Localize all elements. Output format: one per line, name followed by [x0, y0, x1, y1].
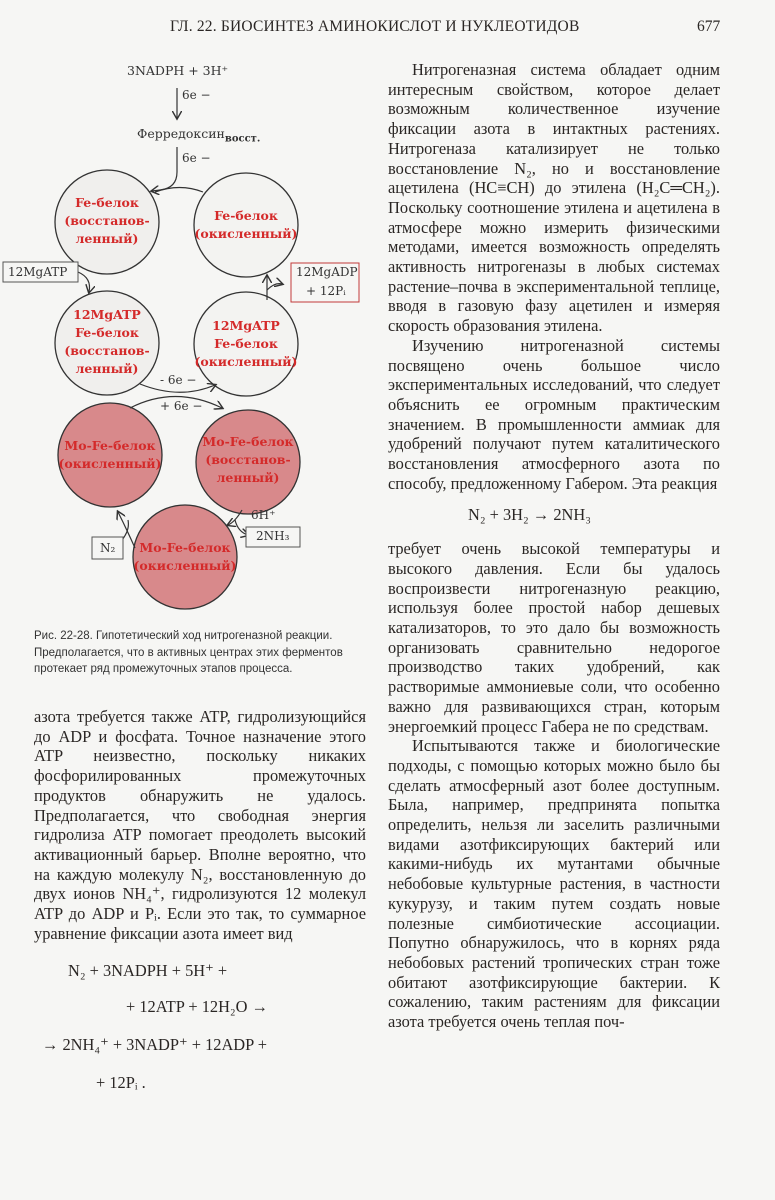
circle-line: (окисленный)	[133, 558, 237, 573]
electrons-label-1: 6e −	[182, 88, 211, 102]
circle-line: ленный)	[216, 470, 280, 485]
circle-line: (окисленный)	[194, 354, 298, 369]
mgadp-box-label-2: + 12Pᵢ	[306, 284, 346, 298]
circle-mgatp-fe-oxidized	[194, 317, 298, 371]
ferredoxin-name: Ферредоксин	[137, 126, 225, 141]
minus-6e-label: - 6e −	[160, 373, 197, 387]
circle-line: ленный)	[75, 361, 139, 376]
circle-line: Mo-Fe-белок	[139, 540, 231, 555]
circle-line: (восстанов-	[64, 213, 150, 228]
left-paragraph-1: азота требуется также ATP, гидролизующийся до ADP и фосфата. Точное назначение этого ATP неизвестно, поскольку никаких фосфорилированных промежуточных продуктов обнаружить не удалось. Предполагается, что свободная энергия гидролиза ATP помогает преодолеть высокий активационный барьер. Вполне вероятно, что на каждую молекулу N₂, восстановленную до двух ионов NH₄⁺, гидролизуются 12 молекул ATP до ADP и Pᵢ. Если это так, то суммарное уравнение фиксации азота имеет вид	[34, 707, 366, 943]
circle-mofe-oxidized-left	[58, 437, 162, 473]
equation-line-1: N₂ + 3NADPH + 5H⁺ +	[68, 961, 228, 981]
mgatp-box-label: 12MgATP	[8, 265, 68, 279]
right-paragraph-4: Испытываются также и биологические подходы, с помощью которых можно было бы сделать атмосферный азот более доступным. Была, например, предпринята попытка определить, нельзя ли заселить различными видами азотфиксирующих бактерий или какими-нибудь их мутантами обычные небобовые культурные растения, в частности кукурузу, и таким путем создать новые полезные симбиотические ассоциации. Попутно обнаружилось, что в корнях ряда небобовых растений тропических стран тоже обитают азотфиксирующие бактерии. К сожалению, таким растениям для фиксации азота требуется очень теплая поч-	[388, 736, 720, 1032]
circle-line: (восстанов-	[64, 343, 150, 358]
equation-line-4: + 12Pᵢ .	[96, 1072, 146, 1092]
circle-fe-oxidized	[194, 207, 298, 243]
right-column	[388, 60, 720, 1032]
circle-line: (восстанов-	[205, 452, 291, 467]
n2-box-label: N₂	[100, 541, 116, 555]
left-column	[34, 707, 366, 1092]
right-paragraph-2: Изучению нитрогеназной системы посвящено очень большое число экспериментальных исследований, что следует объяснить ее огромным практическим значением. В промышленности аммиак для удобрений получают путем каталитического восстановления атмосферного азота по способу, предложенному Габером. Эта реакция	[388, 335, 720, 493]
equation-line-3: → 2NH₄⁺ + 3NADP⁺ + 12ADP +	[42, 1034, 267, 1054]
circle-mgatp-fe-reduced	[55, 306, 159, 378]
plus-6e-label: + 6e −	[160, 399, 203, 413]
nh3-box-label: 2NH₃	[256, 529, 290, 543]
h-plus-label: 6H⁺	[251, 508, 276, 522]
circle-line: (окисленный)	[58, 456, 162, 471]
ferredoxin-label	[137, 126, 261, 145]
circle-line: Mo-Fe-белок	[202, 434, 294, 449]
haber-equation: N₂ + 3H₂ → 2NH₃	[468, 505, 591, 525]
electrons-label-2: 6e −	[182, 151, 211, 165]
nadph-input-label: 3NADPH + 3H⁺	[127, 63, 229, 78]
circle-line: (окисленный)	[194, 226, 298, 241]
page-number: 677	[697, 18, 721, 35]
chapter-title: ГЛ. 22. БИОСИНТЕЗ АМИНОКИСЛОТ И НУКЛЕОТИДОВ	[170, 18, 580, 35]
circle-mofe-oxidized-bottom	[133, 539, 237, 575]
nitrogenase-diagram	[0, 55, 380, 615]
circle-line: Mo-Fe-белок	[64, 438, 156, 453]
circle-line: Fe-белок	[75, 195, 139, 210]
mgadp-box-label-1: 12MgADP	[296, 265, 358, 279]
circle-mofe-reduced	[196, 433, 300, 487]
circle-line: ленный)	[75, 231, 139, 246]
equation-line-2: + 12ATP + 12H₂O →	[126, 997, 268, 1017]
circle-line: Fe-белок	[214, 208, 278, 223]
circle-line: 12MgATP	[212, 318, 280, 333]
circle-line: Fe-белок	[75, 325, 139, 340]
figure-caption: Рис. 22-28. Гипотетический ход нитрогеназной реакции. Предполагается, что в активных центрах этих ферментов протекает ряд промежуточных этапов процесса.	[34, 630, 343, 675]
running-header	[0, 18, 775, 42]
circle-line: Fe-белок	[214, 336, 278, 351]
right-paragraph-1: Нитрогеназная система обладает одним интересным свойством, которое делает возможным количественное изучение фиксации азота в интактных растениях. Нитрогеназа катализирует не только восстановление N₂, но и восстановление ацетилена (HC≡CH) до этилена (H₂C═CH₂). Поскольку соотношение этилена и ацетилена в атмосфере можно измерить физическими методами, имеется возможность определять активность нитрогеназы в любых системах растение–почва в экспериментальной теплице, вводя в газовую фазу ацетилен и измеряя скорость образования этилена.	[388, 60, 720, 336]
ferredoxin-state: восст.	[224, 133, 261, 145]
circle-line: 12MgATP	[73, 307, 141, 322]
circle-fe-reduced	[55, 194, 159, 248]
right-paragraph-3: требует очень высокой температуры и высокого давления. Если бы удалось воспроизвести нитрогеназную реакцию, используя более простой набор дешевых катализаторов, то это дало бы возможность организовать сравнительно недорогое производство таких удобрений, как растворимые аммониевые соли, что особенно важно для развивающихся стран, которым энергоемкий процесс Габера не по средствам.	[388, 539, 720, 736]
